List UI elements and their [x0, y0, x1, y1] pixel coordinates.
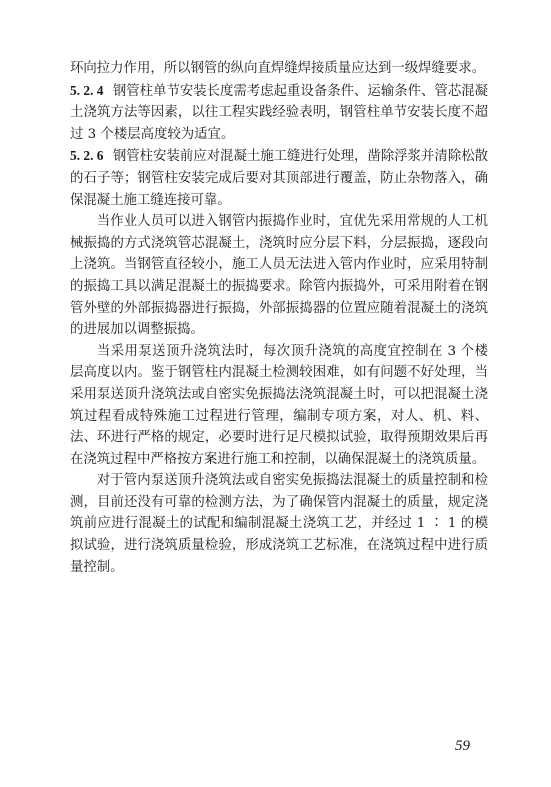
- clause-text: 钢管柱安装前应对混凝土施工缝进行处理，凿除浮浆并清除松散的石子等；钢管柱安装完成后要对其顶部进行覆盖，防止杂物落入，确保混凝土施工缝连接可靠。: [70, 149, 488, 208]
- paragraph-text: 对于管内泵送顶升浇筑法或自密实免振捣法混凝土的质量控制和检测，目前还没有可靠的检测方法，为了确保管内混凝土的质量，规定浇筑前应进行混凝土的试配和编制混凝土浇筑工艺，并经过 1 ∶ 1 的模拟试验，进行浇筑质量检验，形成浇筑工艺标准，在浇筑过程中进行质量控制。: [70, 473, 488, 575]
- paragraph-text: 当采用泵送顶升浇筑法时，每次顶升浇筑的高度宜控制在 3 个楼层高度以内。鉴于钢管柱内混凝土检测较困难，如有问题不好处理，当采用泵送顶升浇筑法或自密实免振捣法浇筑混凝土时，可以把混凝土浇筑过程看成特殊施工过程进行管理，编制专项方案，对人、机、料、法、环进行严格的规定，必要时进行足尺模拟试验，取得预期效果后再在浇筑过程中严格按方案进行施工和控制，以确保混凝土的浇筑质量。: [70, 343, 488, 467]
- paragraph-manual-vibration: [70, 211, 488, 341]
- clause-5-2-4: [70, 80, 488, 146]
- paragraph-continuation: [70, 58, 488, 80]
- body-text: [70, 58, 488, 578]
- clause-5-2-6: [70, 145, 488, 211]
- page-number: 59: [455, 738, 470, 754]
- paragraph-pump-jacking: [70, 341, 488, 471]
- paragraph-text: 环向拉力作用，所以钢管的纵向直焊缝焊接质量应达到一级焊缝要求。: [70, 61, 486, 76]
- paragraph-text: 当作业人员可以进入钢管内振捣作业时，宜优先采用常规的人工机械振捣的方式浇筑管芯混凝土，浇筑时应分层下料，分层振捣，逐段向上浇筑。当钢管直径较小，施工人员无法进入管内作业时，应采用特制的振捣工具以满足混凝土的振捣要求。除管内振捣外，可采用附着在钢管外壁的外部振捣器进行振捣，外部振捣器的位置应随着混凝土的浇筑的进展加以调整振捣。: [70, 214, 488, 338]
- clause-number: 5. 2. 6: [70, 148, 104, 164]
- clause-text: 钢管柱单节安装长度需考虑起重设备条件、运输条件、管芯混凝土浇筑方法等因素，以往工程实践经验表明，钢管柱单节安装长度不超过 3 个楼层高度较为适宜。: [70, 83, 488, 142]
- paragraph-quality-control: [70, 470, 488, 578]
- clause-number: 5. 2. 4: [70, 82, 104, 98]
